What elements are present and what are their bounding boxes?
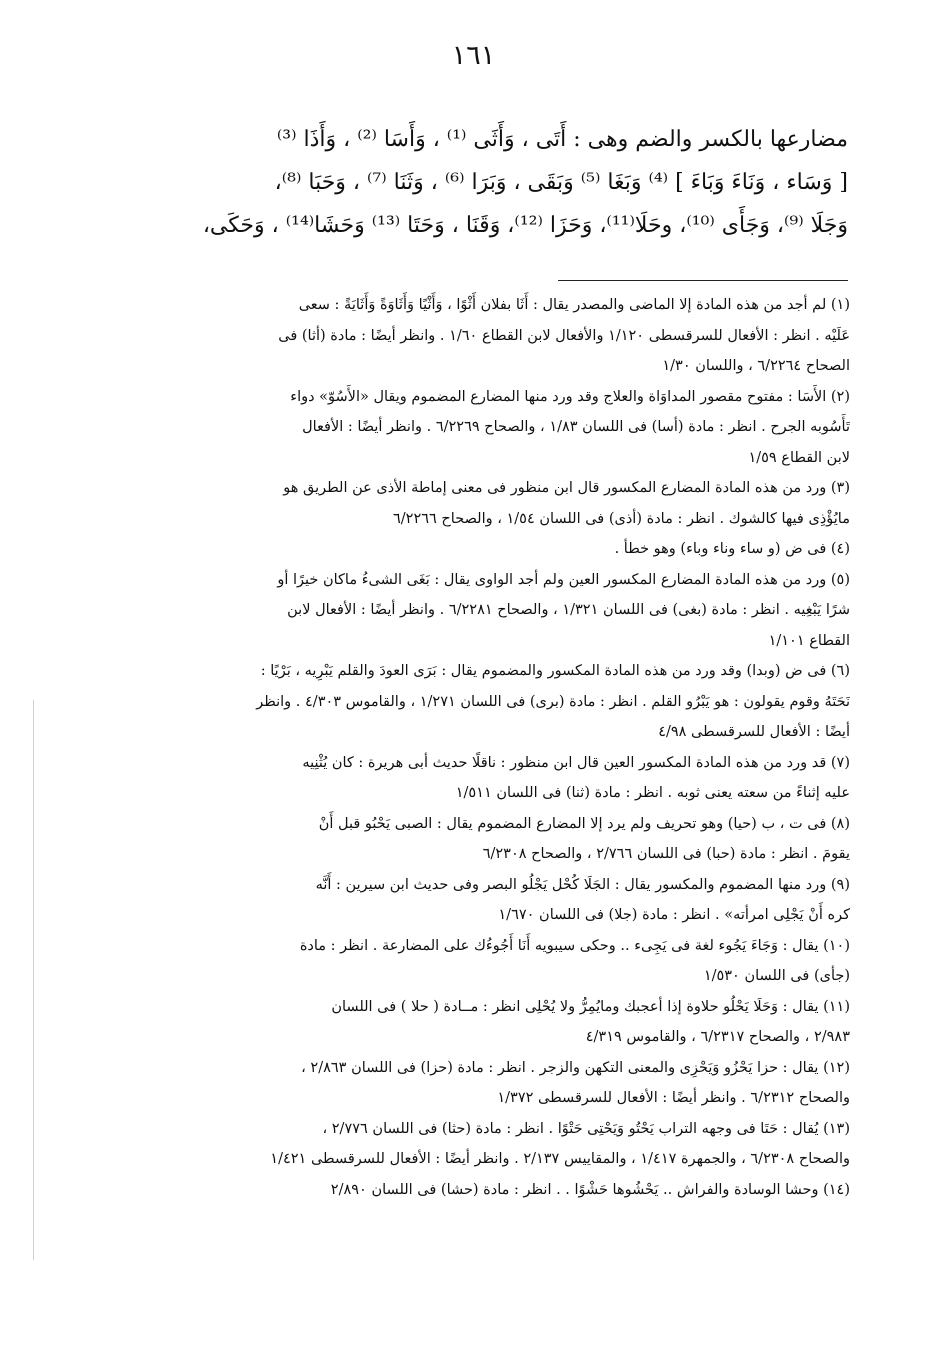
footnote-14: [150, 1175, 850, 1206]
page-number: ١٦١: [451, 40, 496, 71]
footnote-line: القطاع ١/١٠١: [768, 632, 850, 649]
main-text-line: [ وَسَاء ، وَنَاءَ وَبَاءَ ] ⁽⁴⁾ وَبَغَا ⁽⁵⁾ وَبَقَى ، وَبَرَا ⁽⁶⁾ ، وَثَنَا ⁽⁷⁾ ، وَحَبَا ⁽⁸⁾،: [274, 170, 848, 195]
footnote-3: [150, 473, 850, 534]
footnote-line: لابن القطاع ١/٥٩: [748, 449, 850, 466]
margin-rule: [33, 700, 34, 1260]
footnote-line: (١٢) يقال : حزا يَحْزُو وَيَحْزِى والمعنى التكهن والزجر . انظر : مادة (حزا) فى اللسان ٢/٨٦٣ ،: [301, 1059, 850, 1076]
main-text: [124, 118, 848, 247]
footnote-10: [150, 931, 850, 992]
footnote-11: [150, 992, 850, 1053]
footnote-2: [150, 382, 850, 474]
footnote-line: (جأى) فى اللسان ١/٥٣٠: [703, 968, 850, 984]
footnote-13: [150, 1114, 850, 1175]
footnote-12: [150, 1053, 850, 1114]
footnote-line: والصحاح ٦/٢٣٠٨ ، والجمهرة ١/٤١٧ ، والمقاييس ٢/١٣٧ . وانظر أيضًا : الأفعال للسرقسطى ١/٤٢١: [270, 1151, 850, 1167]
main-text-line: وَجَلَا ⁽⁹⁾، وَجَأَى ⁽¹⁰⁾، وحَلَا⁽¹¹⁾، وَحَزَا ⁽¹²⁾، وَقَنَا ، وَحَتَا ⁽¹³⁾ وَحَشَا⁽¹⁴⁾ ، وَحَكَى،: [202, 213, 848, 238]
footnote-line: والصحاح ٦/٢٣١٢ . وانظر أيضًا : الأفعال للسرقسطى ١/٣٧٢: [497, 1090, 850, 1106]
footnote-line: مايُؤْذِى فيها كالشوك . انظر : مادة (أذى) فى اللسان ١/٥٤ ، والصحاح ٦/٢٢٦٦: [393, 510, 850, 527]
footnote-divider: [558, 280, 848, 281]
footnote-line: عليه إثناءً من سعته يعنى ثوبه . انظر : مادة (ثنا) فى اللسان ١/٥١١: [455, 785, 850, 801]
footnote-6: [150, 656, 850, 748]
footnote-line: (٩) ورد منها المضموم والمكسور يقال : الجَلَا كُحْل يَجْلُو البصر وفى حديث ابن سيرين : أَنَّه: [315, 876, 850, 893]
footnote-line: (٢) الأَسَا : مفتوح مقصور المداوَاة والعلاج وقد ورد منها المضارع المضموم ويقال «الأَسُوّ» دواء: [290, 388, 850, 405]
footnote-8: [150, 809, 850, 870]
footnote-5: [150, 565, 850, 657]
footnote-line: ٢/٩٨٣ ، والصحاح ٦/٢٣١٧ ، والقاموس ٤/٣١٩: [585, 1029, 850, 1045]
footnote-line: (٥) ورد من هذه المادة المضارع المكسور العين ولم أجد الواوى يقال : بَغَى الشىءُ ماكان خيرًا أو: [277, 571, 850, 588]
footnote-1: [150, 290, 850, 382]
footnote-line: تَأَسُوبه الجرح . انظر : مادة (أسا) فى اللسان ١/٨٣ ، والصحاح ٦/٢٢٦٩ . وانظر أيضًا : الأفعال: [302, 419, 850, 435]
footnote-line: عَلَيْه . انظر : الأفعال للسرقسطى ١/١٢٠ والأفعال لابن القطاع ١/٦٠ . وانظر أيضًا : مادة (أثا) فى: [278, 327, 850, 344]
footnote-line: الصحاح ٦/٢٢٦٤ ، واللسان ١/٣٠: [662, 358, 850, 374]
footnotes: [150, 290, 850, 1205]
footnote-line: (٤) فى ض (و ساء وناء وباء) وهو خطأ .: [614, 541, 850, 557]
footnote-line: (١١) يقال : وَحَلَا يَحْلُو حلاوة إذا أعجبك ومايُمِرُّ ولا يُحْلِى انظر : مــادة ( حلا ) فى اللسان: [331, 998, 850, 1015]
footnote-line: (٨) فى ت ، ب (حيا) وهو تحريف ولم يرد إلا المضارع المضموم يقال : الصبى يَحْبُو قبل أَنْ: [318, 815, 850, 832]
footnote-line: يقومَ . انظر : مادة (حبا) فى اللسان ٢/٧٦٦ ، والصحاح ٦/٢٣٠٨: [482, 846, 850, 862]
footnote-9: [150, 870, 850, 931]
footnote-line: (١٤) وحشا الوسادة والفراش .. يَحْشُوها حَشْوًا . . انظر : مادة (حشا) فى اللسان ٢/٨٩٠: [330, 1181, 850, 1198]
footnote-line: شرًا يَبْغِيه . انظر : مادة (بغى) فى اللسان ١/٣٢١ ، والصحاح ٦/٢٢٨١ . وانظر أيضًا : الأفعال لابن: [287, 602, 850, 618]
footnote-line: (١٣) يُقال : حَتَا فى وجهه التراب يَحْتُو وَيَحْتِى حَتْوًا . انظر : مادة (حثا) فى اللسان ٢/٧٧٦ ،: [322, 1120, 850, 1137]
footnote-line: (٧) قد ورد من هذه المادة المكسور العين قال ابن منظور : ناقلًا حديث أبى هريرة : كان يُثْنِيه: [302, 754, 850, 771]
footnote-line: أيضًا : الأفعال للسرقسطى ٤/٩٨: [658, 724, 850, 740]
footnote-7: [150, 748, 850, 809]
footnote-line: (٦) فى ض (وبدا) وقد ورد من هذه المادة المكسور والمضموم يقال : بَرَى العودَ والقلم يَبْرِيه ، بَرْيًا :: [260, 663, 850, 679]
footnote-line: كره أَنْ يَجْلِى امرأته» . انظر : مادة (جلا) فى اللسان ١/٦٧٠: [498, 907, 850, 923]
footnote-line: (١٠) يقال : وَجَاءَ يَجُوء لغة فى يَجِىء .. وحكى سيبويه أَنَا أَجُوءُك على المضارعة . انظر : مادة: [299, 937, 850, 954]
footnote-line: (٣) ورد من هذه المادة المضارع المكسور قال ابن منظور فى معنى إماطة الأذى عن الطريق هو: [283, 480, 850, 496]
footnote-line: نَحَتَهُ وقوم يقولون : هو يَبْرُو القلم . انظر : مادة (برى) فى اللسان ١/٢٧١ ، والقاموس ٤/٣٠٣ . وانظر: [256, 693, 850, 710]
footnote-4: [150, 534, 850, 565]
main-text-line: مضارعها بالكسر والضم وهى : أَتَى ، وَأَثَى ⁽¹⁾ ، وَأَسَا ⁽²⁾ ، وَأَذَا ⁽³⁾: [276, 127, 848, 152]
footnote-line: (١) لم أجد من هذه المادة إلا الماضى والمصدر يقال : أَثَا بفلان أَثْوًا ، وَأَثْيًا وَأَثَاوَةً وَأَثَايَةً : سعى: [298, 297, 850, 313]
